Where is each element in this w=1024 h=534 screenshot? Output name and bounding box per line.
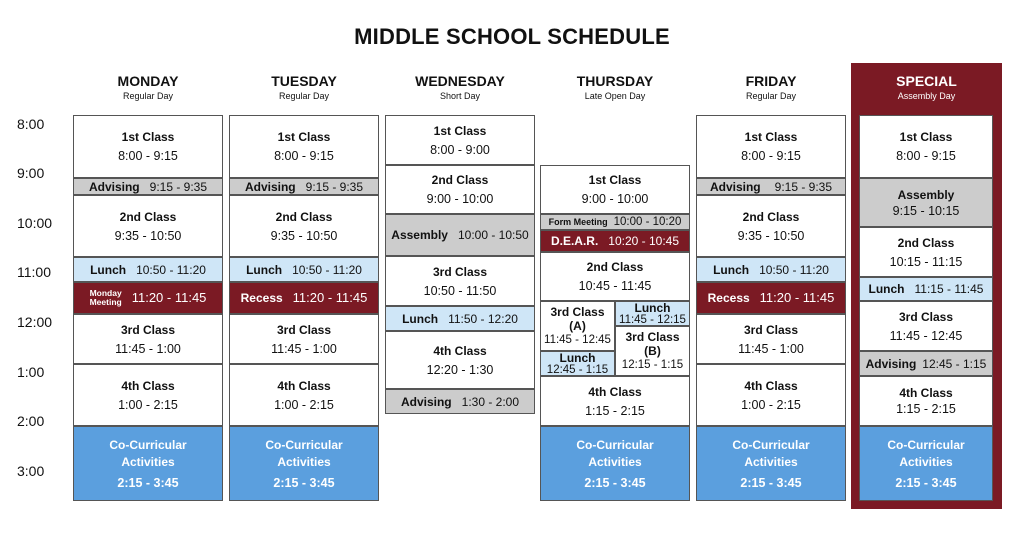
block-time: 9:15 - 9:35 — [149, 179, 208, 194]
thursday-2nd-class — [540, 252, 690, 301]
day-type: Assembly Day — [897, 91, 956, 101]
block-name: Co-Curricular — [576, 437, 654, 452]
block-time: 12:45 - 1:15 — [546, 363, 609, 376]
wednesday-4th-class — [385, 331, 535, 389]
friday-co-curricular — [696, 426, 846, 501]
tuesday-co-curricular — [229, 426, 379, 501]
time-label: 11:00 — [17, 264, 51, 280]
monday-co-curricular — [73, 426, 223, 501]
class-name: 1st Class — [588, 173, 642, 187]
block-time: 9:15 - 9:35 — [305, 179, 364, 194]
class-time: 1:15 - 2:15 — [896, 402, 956, 416]
class-name: 1st Class — [744, 130, 798, 144]
special-3rd-class — [859, 301, 993, 351]
wednesday-2nd-class — [385, 165, 535, 214]
block-name: Activities — [899, 454, 953, 469]
class-name: 1st Class — [121, 130, 175, 144]
time-label: 3:00 — [17, 463, 45, 479]
class-name: 2nd Class — [119, 209, 177, 224]
monday-advising — [73, 178, 223, 195]
class-time: 11:45 - 12:45 — [889, 328, 963, 343]
day-header-friday — [696, 72, 846, 103]
day-header-thursday — [540, 72, 690, 103]
class-time: 11:45 - 12:45 — [544, 334, 611, 346]
class-name: 3rd Class — [120, 322, 176, 337]
class-name: 2nd Class — [897, 235, 955, 250]
class-time: 8:00 - 9:15 — [118, 149, 178, 163]
class-time: 8:00 - 9:15 — [274, 149, 334, 163]
thursday-3rd-class-a — [540, 301, 615, 351]
block-name: Activities — [277, 454, 331, 469]
tuesday-3rd-class — [229, 314, 379, 364]
monday-2nd-class — [73, 195, 223, 257]
class-name: 4th Class — [744, 378, 798, 393]
wednesday-3rd-class — [385, 256, 535, 306]
block-name: Assembly — [391, 228, 448, 242]
thursday-4th-class — [540, 376, 690, 426]
block-time: 11:50 - 12:20 — [448, 311, 518, 326]
block-name: Co-Curricular — [887, 437, 965, 452]
monday-meeting — [73, 282, 223, 314]
tuesday-2nd-class — [229, 195, 379, 257]
day-header-tuesday — [229, 72, 379, 103]
meeting-line: Monday — [89, 288, 122, 298]
class-name: 2nd Class — [586, 260, 644, 274]
block-name: Co-Curricular — [265, 437, 343, 452]
wednesday-advising — [385, 389, 535, 414]
block-time: 2:15 - 3:45 — [273, 475, 335, 490]
day-name: MONDAY — [117, 73, 179, 89]
class-time: 1:00 - 2:15 — [118, 397, 178, 412]
friday-recess — [696, 282, 846, 314]
special-lunch — [859, 277, 993, 301]
thursday-lunch-a — [540, 351, 615, 376]
class-time: 9:00 - 10:00 — [581, 192, 649, 206]
day-name: SPECIAL — [896, 73, 957, 89]
class-time: 1:15 - 2:15 — [585, 403, 645, 418]
tuesday-lunch — [229, 257, 379, 282]
block-time: 10:00 - 10:20 — [613, 216, 682, 228]
thursday-form-meeting — [540, 214, 690, 230]
class-time: 12:20 - 1:30 — [426, 362, 494, 377]
block-name: Co-Curricular — [109, 437, 187, 452]
block-name: Lunch — [868, 282, 905, 296]
block-name: Assembly — [897, 187, 955, 202]
block-time: 1:30 - 2:00 — [461, 394, 520, 409]
block-time: 2:15 - 3:45 — [895, 475, 957, 490]
friday-2nd-class — [696, 195, 846, 257]
day-header-wednesday — [385, 72, 535, 103]
thursday-co-curricular — [540, 426, 690, 501]
block-time: 2:15 - 3:45 — [117, 475, 179, 490]
block-name: Lunch — [634, 301, 671, 315]
class-time: 9:00 - 10:00 — [426, 192, 494, 206]
block-name: Activities — [121, 454, 175, 469]
class-time: 11:45 - 1:00 — [738, 341, 804, 356]
class-time: 11:45 - 1:00 — [271, 341, 337, 356]
class-group: (A) — [569, 319, 586, 333]
wednesday-lunch — [385, 306, 535, 331]
friday-4th-class — [696, 364, 846, 426]
class-name: 4th Class — [588, 384, 642, 399]
block-time: 10:50 - 11:20 — [292, 262, 362, 277]
class-time: 8:00 - 9:15 — [896, 149, 956, 163]
class-time: 12:15 - 1:15 — [621, 359, 684, 371]
day-type: Late Open Day — [584, 91, 646, 101]
block-time: 11:20 - 11:45 — [292, 290, 368, 305]
day-type: Regular Day — [745, 91, 797, 101]
block-name: Lunch — [246, 262, 283, 277]
block-name: Activities — [744, 454, 798, 469]
class-name: 2nd Class — [431, 173, 489, 187]
monday-1st-class — [73, 115, 223, 178]
friday-3rd-class — [696, 314, 846, 364]
block-name: Lunch — [90, 262, 127, 277]
class-name: 4th Class — [433, 343, 487, 358]
block-name: Advising — [709, 179, 761, 194]
time-label: 1:00 — [17, 364, 45, 380]
class-name: 2nd Class — [742, 209, 800, 224]
class-time: 10:50 - 11:50 — [423, 283, 497, 298]
class-name: 1st Class — [433, 123, 487, 138]
class-time: 10:15 - 11:15 — [889, 254, 963, 269]
class-time: 1:00 - 2:15 — [274, 397, 334, 412]
day-type: Short Day — [439, 91, 481, 101]
block-name: Activities — [588, 454, 642, 469]
day-type: Regular Day — [278, 91, 330, 101]
block-name: Lunch — [713, 262, 750, 277]
time-label: 10:00 — [17, 215, 53, 231]
special-1st-class — [859, 115, 993, 178]
day-header-monday — [73, 72, 223, 103]
class-name: 2nd Class — [275, 209, 333, 224]
class-name: 1st Class — [899, 130, 953, 144]
class-name: 4th Class — [121, 378, 175, 393]
block-name: Form Meeting — [548, 217, 608, 227]
class-group: (B) — [644, 344, 661, 358]
special-advising — [859, 351, 993, 376]
block-name: Lunch — [402, 311, 439, 326]
block-name: Advising — [244, 179, 296, 194]
thursday-lunch-b — [615, 301, 690, 326]
time-label: 8:00 — [17, 116, 45, 132]
class-name: 3rd Class — [625, 330, 680, 344]
time-label: 12:00 — [17, 314, 53, 330]
block-name: Advising — [88, 179, 140, 194]
block-name: Recess — [707, 291, 750, 305]
block-name: D.E.A.R. — [550, 234, 599, 248]
block-time: 11:45 - 12:15 — [619, 313, 686, 326]
day-name: THURSDAY — [576, 73, 654, 89]
block-name: Recess — [240, 291, 283, 305]
friday-1st-class — [696, 115, 846, 178]
day-header-special — [851, 72, 1002, 103]
block-name: Lunch — [559, 351, 596, 365]
day-name: WEDNESDAY — [415, 73, 505, 89]
time-label: 2:00 — [17, 413, 45, 429]
time-label: 9:00 — [17, 165, 45, 181]
block-time: 11:20 - 11:45 — [759, 290, 835, 305]
block-time: 11:15 - 11:45 — [914, 282, 984, 296]
wednesday-1st-class — [385, 115, 535, 165]
friday-lunch — [696, 257, 846, 282]
special-4th-class — [859, 376, 993, 426]
class-time: 9:35 - 10:50 — [270, 228, 338, 243]
friday-advising — [696, 178, 846, 195]
tuesday-advising — [229, 178, 379, 195]
special-assembly — [859, 178, 993, 227]
day-name: TUESDAY — [271, 73, 337, 89]
wednesday-assembly — [385, 214, 535, 256]
class-time: 1:00 - 2:15 — [741, 397, 801, 412]
block-time: 9:15 - 9:35 — [774, 179, 833, 194]
class-time: 9:35 - 10:50 — [737, 228, 805, 243]
class-name: 1st Class — [277, 130, 331, 144]
class-time: 9:35 - 10:50 — [114, 228, 182, 243]
block-time: 10:00 - 10:50 — [457, 228, 529, 242]
class-time: 8:00 - 9:00 — [430, 142, 490, 157]
block-time: 12:45 - 1:15 — [922, 356, 987, 371]
block-time: 9:15 - 10:15 — [892, 203, 960, 218]
block-time: 10:20 - 10:45 — [608, 234, 680, 248]
monday-lunch — [73, 257, 223, 282]
block-time: 2:15 - 3:45 — [584, 475, 646, 490]
day-type: Regular Day — [122, 91, 174, 101]
class-name: 4th Class — [899, 386, 953, 400]
tuesday-1st-class — [229, 115, 379, 178]
block-name: Advising — [865, 356, 917, 371]
block-time: 10:50 - 11:20 — [136, 262, 206, 277]
special-co-curricular — [859, 426, 993, 501]
monday-4th-class — [73, 364, 223, 426]
tuesday-recess — [229, 282, 379, 314]
class-time: 11:45 - 1:00 — [115, 341, 181, 356]
day-name: FRIDAY — [745, 73, 797, 89]
class-name: 3rd Class — [898, 309, 954, 324]
class-name: 3rd Class — [276, 322, 332, 337]
class-name: 3rd Class — [550, 305, 605, 319]
class-name: 4th Class — [277, 378, 331, 393]
monday-3rd-class — [73, 314, 223, 364]
block-name: Co-Curricular — [732, 437, 810, 452]
special-2nd-class — [859, 227, 993, 277]
class-time: 8:00 - 9:15 — [741, 149, 801, 163]
tuesday-4th-class — [229, 364, 379, 426]
thursday-dear — [540, 230, 690, 252]
class-time: 10:45 - 11:45 — [578, 279, 652, 293]
block-time: 11:20 - 11:45 — [131, 290, 207, 305]
class-name: 3rd Class — [743, 322, 799, 337]
meeting-line: Meeting — [89, 297, 122, 307]
block-time: 10:50 - 11:20 — [759, 262, 829, 277]
page-title: MIDDLE SCHOOL SCHEDULE — [354, 24, 670, 49]
block-name — [90, 289, 122, 307]
block-name: Advising — [400, 394, 452, 409]
thursday-1st-class — [540, 165, 690, 214]
class-name: 3rd Class — [432, 264, 488, 279]
block-time: 2:15 - 3:45 — [740, 475, 802, 490]
thursday-3rd-class-b — [615, 326, 690, 376]
